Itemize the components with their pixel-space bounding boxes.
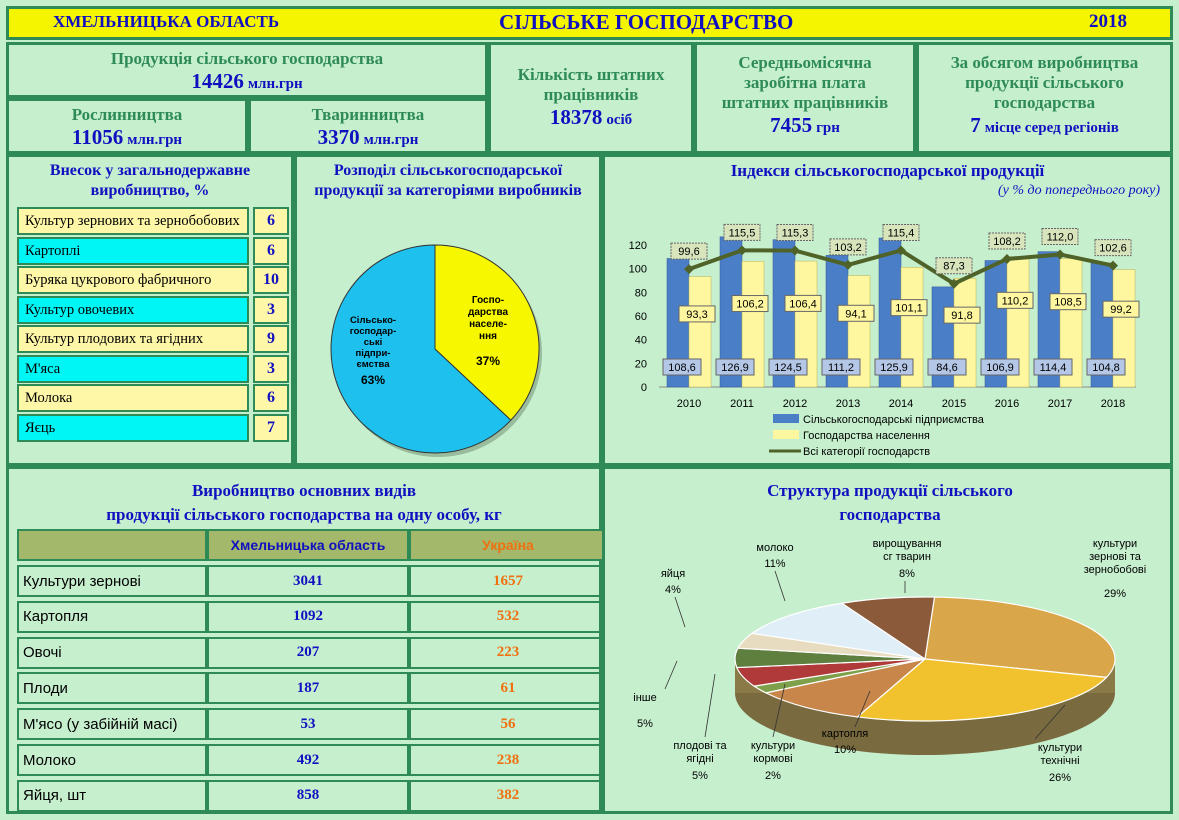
staff-label: Кількість штатних працівників bbox=[517, 65, 665, 104]
x-tick-label: 2016 bbox=[994, 398, 1020, 410]
data-label-enterprises: 106,9 bbox=[986, 362, 1014, 374]
salary-unit: грн bbox=[816, 120, 840, 136]
data-label-households: 110,2 bbox=[1001, 295, 1029, 308]
category-pie-title: Розподіл сільськогосподарської продукції за категоріями виробників bbox=[314, 162, 582, 199]
data-label-enterprises: 125,9 bbox=[880, 362, 908, 374]
pie3d-label: інше bbox=[633, 692, 657, 704]
structure-pie-chart bbox=[605, 469, 1170, 811]
data-label-all: 99,6 bbox=[678, 246, 700, 259]
percap-row-ukraine: 532 bbox=[409, 601, 607, 633]
percap-row-ukraine: 238 bbox=[409, 744, 607, 776]
percap-header-region: Хмельницька область bbox=[207, 529, 409, 561]
pie3d-label: культури кормові bbox=[750, 740, 796, 765]
leader-line bbox=[665, 661, 677, 689]
percap-row-region: 492 bbox=[207, 744, 409, 776]
pie3d-value: 26% bbox=[1048, 772, 1072, 784]
share-row-name: Молока bbox=[17, 384, 249, 412]
production-value-wrap bbox=[9, 69, 485, 94]
header-year: 2018 bbox=[1089, 11, 1127, 32]
percap-row-name: Культури зернові bbox=[17, 565, 207, 597]
pie3d-label: вирощування сг тварин bbox=[872, 538, 942, 563]
legend-swatch-households bbox=[773, 430, 799, 439]
share-panel bbox=[6, 154, 294, 466]
header-region: ХМЕЛЬНИЦЬКА ОБЛАСТЬ bbox=[53, 12, 280, 31]
pie3d-value: 29% bbox=[1103, 588, 1127, 600]
legend-households: Господарства населення bbox=[803, 430, 930, 442]
percap-panel bbox=[6, 466, 602, 814]
x-tick-label: 2011 bbox=[730, 398, 754, 410]
percap-header-ukraine: Україна bbox=[409, 529, 607, 561]
percap-row bbox=[17, 565, 607, 597]
share-row-value: 7 bbox=[253, 414, 289, 442]
share-row-name: М'яса bbox=[17, 355, 249, 383]
salary-label: Середньомісячна заробітна плата штатних працівників bbox=[721, 53, 889, 112]
pie-slice-value: 37% bbox=[475, 354, 501, 368]
header-sector: СІЛЬСЬКЕ ГОСПОДАРСТВО bbox=[499, 10, 794, 34]
percap-row-ukraine: 61 bbox=[409, 672, 607, 704]
rank-label: За обсягом виробництва продукції сільського господарства bbox=[950, 53, 1139, 112]
pie-slice-value: 63% bbox=[360, 373, 386, 387]
data-label-all: 115,4 bbox=[887, 227, 915, 240]
percap-title-line1: Виробництво основних видів bbox=[191, 481, 417, 500]
percap-row bbox=[17, 708, 607, 740]
y-tick-label: 40 bbox=[634, 334, 647, 347]
pie3d-label: молоко bbox=[756, 542, 794, 554]
data-label-households: 108,5 bbox=[1054, 296, 1082, 309]
percap-row bbox=[17, 637, 607, 669]
legend-enterprises: Сільськогосподарські підприємства bbox=[803, 414, 984, 426]
percap-row-name: Овочі bbox=[17, 637, 207, 669]
data-label-all: 102,6 bbox=[1099, 242, 1127, 255]
staff-box bbox=[488, 42, 694, 154]
pie3d-value: 2% bbox=[765, 770, 781, 782]
crop-value-wrap bbox=[9, 125, 245, 150]
pie3d-label: яйця bbox=[660, 568, 686, 580]
category-pie-chart bbox=[327, 237, 557, 461]
percap-row bbox=[17, 744, 607, 776]
pie3d-value: 10% bbox=[833, 744, 857, 756]
share-row-name: Яєць bbox=[17, 414, 249, 442]
index-chart-panel bbox=[602, 154, 1173, 466]
index-chart-subtitle: (у % до попереднього року) bbox=[998, 183, 1160, 198]
share-row-name: Культур зернових та зернобобових bbox=[17, 207, 249, 235]
data-label-households: 106,4 bbox=[789, 298, 817, 311]
share-row-name: Культур плодових та ягідних bbox=[17, 325, 249, 353]
data-label-enterprises: 114,4 bbox=[1039, 362, 1067, 374]
share-title: Внесок у загальнодержавне виробництво, % bbox=[49, 162, 251, 199]
pie3d-value: 5% bbox=[692, 770, 708, 782]
pie3d-value: 11% bbox=[764, 558, 786, 570]
y-tick-label: 80 bbox=[634, 287, 647, 300]
share-row-name: Культур овочевих bbox=[17, 296, 249, 324]
pie3d-label: картопля bbox=[821, 728, 869, 740]
livestock-value-wrap bbox=[251, 125, 485, 150]
percap-row-ukraine: 56 bbox=[409, 708, 607, 740]
legend-swatch-enterprises bbox=[773, 414, 799, 423]
x-tick-label: 2014 bbox=[888, 398, 914, 410]
share-row-name: Буряка цукрового фабричного bbox=[17, 266, 249, 294]
x-tick-label: 2015 bbox=[941, 398, 967, 410]
percap-title-line2: продукції сільського господарства на одну особу, кг bbox=[106, 505, 502, 524]
data-label-households: 93,3 bbox=[686, 308, 708, 321]
rank-unit: місце серед регіонів bbox=[984, 120, 1119, 136]
percap-row bbox=[17, 672, 607, 704]
production-label: Продукція сільського господарства bbox=[110, 49, 384, 68]
data-label-households: 94,1 bbox=[845, 308, 867, 321]
staff-value-wrap bbox=[491, 105, 691, 130]
index-bar-chart bbox=[605, 157, 1170, 463]
crop-value: 11056 bbox=[71, 125, 124, 149]
data-label-enterprises: 84,6 bbox=[936, 362, 958, 374]
data-label-enterprises: 111,2 bbox=[828, 362, 854, 374]
percap-row-name: Плоди bbox=[17, 672, 207, 704]
x-tick-label: 2012 bbox=[782, 398, 808, 410]
x-tick-label: 2010 bbox=[676, 398, 702, 410]
livestock-unit: млн.грн bbox=[363, 132, 419, 148]
x-tick-label: 2013 bbox=[835, 398, 861, 410]
y-tick-label: 120 bbox=[628, 240, 647, 252]
percap-row-region: 1092 bbox=[207, 601, 409, 633]
legend-all: Всі категорії господарств bbox=[803, 446, 931, 458]
salary-value-wrap bbox=[697, 113, 913, 138]
data-label-households: 99,2 bbox=[1110, 304, 1132, 317]
y-tick-label: 60 bbox=[634, 311, 647, 323]
leader-line bbox=[675, 597, 685, 627]
percap-row-region: 53 bbox=[207, 708, 409, 740]
pie3d-label: культури зернові та зернобобові bbox=[1083, 538, 1147, 576]
share-row-name: Картоплі bbox=[17, 237, 249, 265]
crop-label: Рослинництва bbox=[71, 105, 183, 124]
share-row-value: 6 bbox=[253, 207, 289, 235]
structure-pie-title: Структура продукції сільського господарства bbox=[767, 481, 1013, 524]
share-row-value: 10 bbox=[253, 266, 289, 294]
livestock-value: 3370 bbox=[317, 125, 360, 149]
pie3d-value: 5% bbox=[637, 718, 653, 730]
data-label-all: 115,3 bbox=[781, 227, 809, 240]
data-label-all: 115,5 bbox=[728, 227, 756, 240]
percap-row-region: 187 bbox=[207, 672, 409, 704]
livestock-box bbox=[248, 98, 488, 154]
leader-line bbox=[705, 674, 715, 737]
percap-row-name: Картопля bbox=[17, 601, 207, 633]
data-label-households: 91,8 bbox=[951, 310, 973, 323]
pie3d-label: плодові та ягідні bbox=[673, 740, 727, 765]
y-tick-label: 0 bbox=[640, 382, 647, 394]
data-label-households: 101,1 bbox=[895, 302, 923, 315]
percap-row-region: 207 bbox=[207, 637, 409, 669]
percap-row-region: 3041 bbox=[207, 565, 409, 597]
index-chart-title: Індекси сільськогосподарської продукції bbox=[730, 161, 1045, 180]
percap-row bbox=[17, 780, 607, 812]
percap-row-region: 858 bbox=[207, 780, 409, 812]
header-bar bbox=[6, 6, 1173, 40]
structure-pie-panel bbox=[602, 466, 1173, 814]
percap-row-ukraine: 223 bbox=[409, 637, 607, 669]
production-box bbox=[6, 42, 488, 98]
data-label-enterprises: 126,9 bbox=[721, 362, 749, 374]
production-value: 14426 bbox=[191, 69, 244, 93]
rank-value-wrap bbox=[919, 113, 1170, 138]
data-label-enterprises: 108,6 bbox=[668, 362, 696, 374]
rank-value: 7 bbox=[970, 113, 981, 137]
percap-row bbox=[17, 601, 607, 633]
salary-value: 7455 bbox=[770, 113, 813, 137]
percap-row-name: Молоко bbox=[17, 744, 207, 776]
x-tick-label: 2017 bbox=[1047, 398, 1073, 410]
percap-title bbox=[9, 479, 599, 527]
data-label-enterprises: 124,5 bbox=[774, 362, 802, 374]
pie3d-label: культури технічні bbox=[1037, 742, 1083, 767]
data-label-all: 103,2 bbox=[834, 241, 862, 254]
salary-box bbox=[694, 42, 916, 154]
data-label-households: 106,2 bbox=[736, 298, 764, 311]
pie-slice-label: Госпо-дарства населе-ння bbox=[467, 295, 509, 342]
pie-slice-label: Сільсько-господар-ські підпри-ємства bbox=[349, 315, 397, 370]
percap-header-row bbox=[17, 529, 607, 561]
percap-row-name: М'ясо (у забійній масі) bbox=[17, 708, 207, 740]
production-unit: млн.грн bbox=[247, 76, 303, 92]
leader-line bbox=[775, 571, 785, 601]
share-row-value: 3 bbox=[253, 296, 289, 324]
share-row-value: 3 bbox=[253, 355, 289, 383]
pie3d-value: 8% bbox=[899, 568, 915, 580]
crop-unit: млн.грн bbox=[127, 132, 183, 148]
percap-row-ukraine: 382 bbox=[409, 780, 607, 812]
pie3d-value: 4% bbox=[665, 584, 681, 596]
percap-header-empty bbox=[17, 529, 207, 561]
share-row-value: 6 bbox=[253, 384, 289, 412]
data-label-all: 108,2 bbox=[993, 235, 1021, 248]
category-pie-panel bbox=[294, 154, 602, 466]
staff-value: 18378 bbox=[549, 105, 603, 129]
staff-unit: осіб bbox=[606, 112, 633, 128]
percap-row-name: Яйця, шт bbox=[17, 780, 207, 812]
data-label-enterprises: 104,8 bbox=[1092, 362, 1120, 374]
x-tick-label: 2018 bbox=[1100, 398, 1126, 410]
rank-box bbox=[916, 42, 1173, 154]
livestock-label: Тваринництва bbox=[311, 105, 425, 124]
y-tick-label: 20 bbox=[634, 358, 647, 371]
share-row-value: 9 bbox=[253, 325, 289, 353]
y-tick-label: 100 bbox=[628, 263, 647, 276]
data-label-all: 87,3 bbox=[943, 260, 965, 273]
data-label-all: 112,0 bbox=[1046, 231, 1074, 244]
percap-row-ukraine: 1657 bbox=[409, 565, 607, 597]
share-row-value: 6 bbox=[253, 237, 289, 265]
crop-box bbox=[6, 98, 248, 154]
